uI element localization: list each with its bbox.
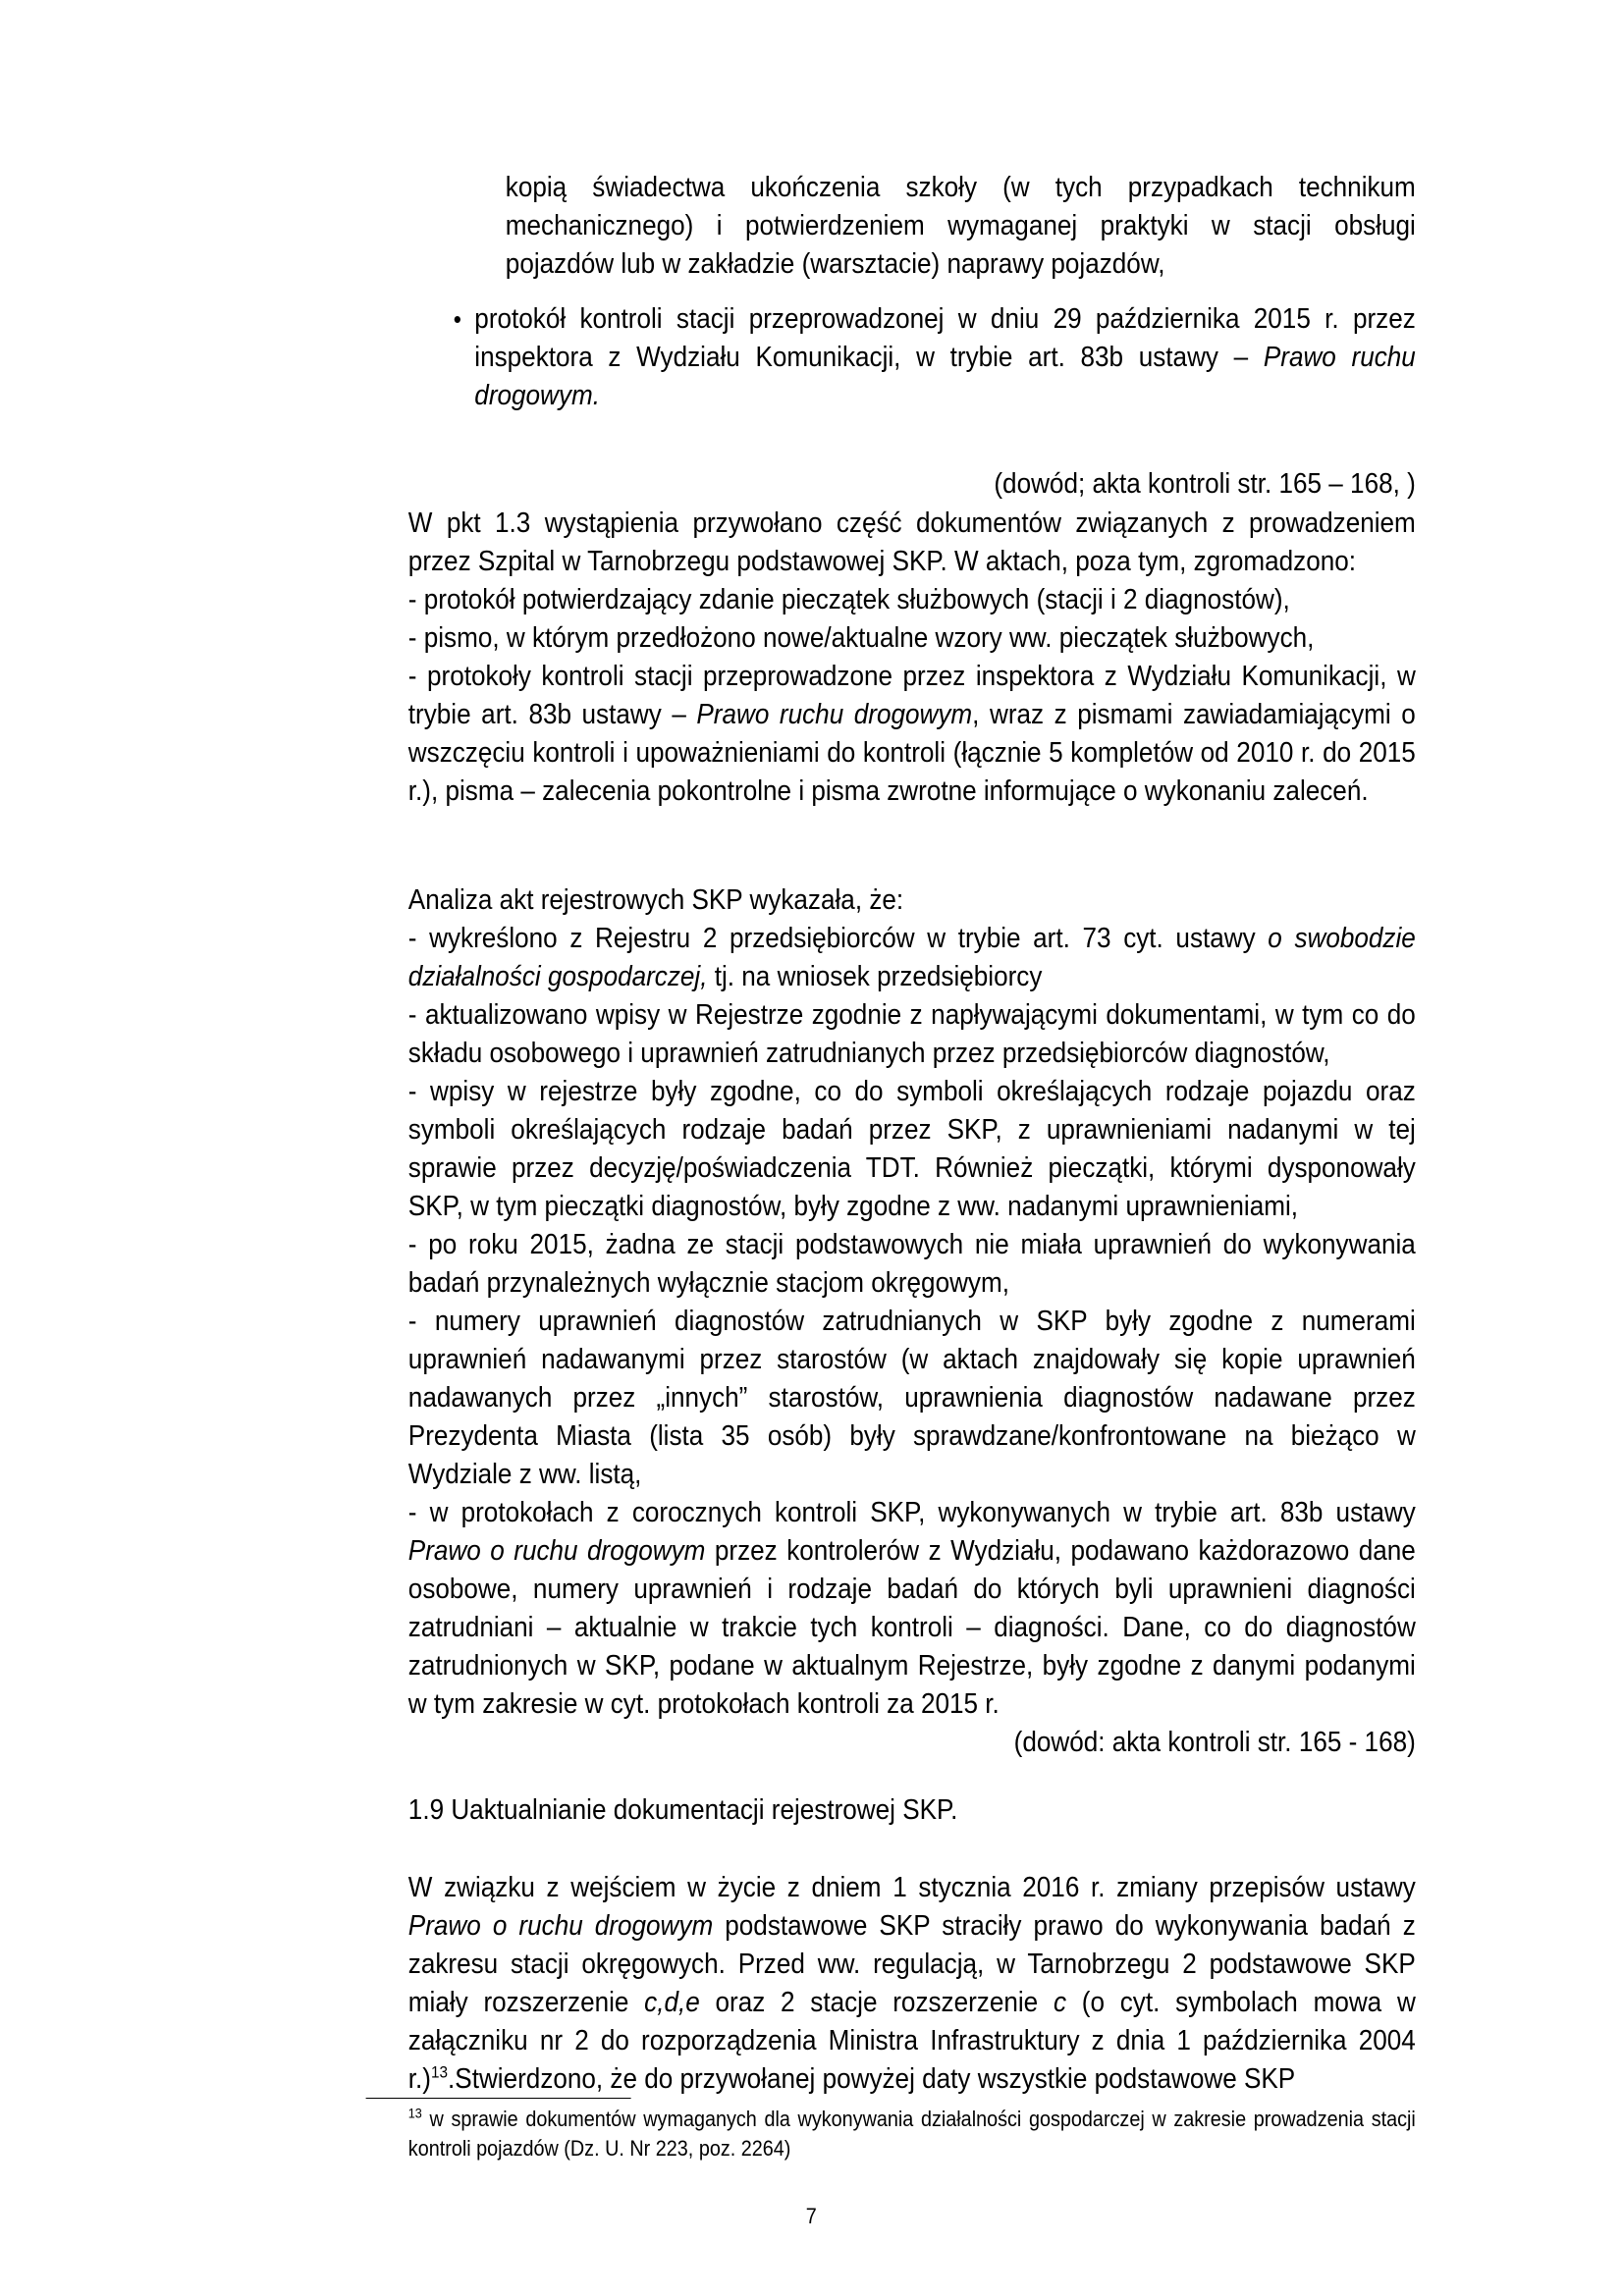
section-1-9-body	[408, 1869, 1416, 2099]
evidence-note-2: (dowód: akta kontroli str. 165 - 168)	[1013, 1727, 1416, 1758]
analysis-item-3: - wpisy w rejestrze były zgodne, co do symboli określających rodzaje pojazdu oraz symboli określających rodzaje badań przez SKP, z uprawnieniami nadanymi w tej sprawie przez decyzję/poświadczenia TDT. Również pieczątki, którymi dysponowały SKP, w tym pieczątki diagnostów, były zgodne z ww. nadanymi uprawnieniami,	[407, 1076, 1416, 1222]
bullet-icon: •	[453, 304, 461, 334]
pkt13-line2: - pismo, w którym przedłożono nowe/aktualne wzory ww. pieczątek służbowych,	[407, 622, 1315, 654]
section-pkt13	[408, 505, 1416, 811]
continuation-text: kopią świadectwa ukończenia szkoły (w tych przypadkach technikum mechanicznego) i potwierdzeniem wymaganej praktyki w stacji obsługi pojazdów lub w zakładzie (warsztacie) naprawy pojazdów,	[505, 172, 1416, 280]
footnote	[408, 2105, 1416, 2163]
pkt13-line3: - protokoły kontroli stacji przeprowadzone przez inspektora z Wydziału Komunikacji, w trybie art. 83b ustawy – Prawo ruchu drogowym, wraz z pismami zawiadamiającymi o wszczęciu kontroli i upoważnieniami do kontroli (łącznie 5 kompletów od 2010 r. do 2015 r.), pisma – zalecenia pokontrolne i pisma zwrotne informujące o wykonaniu zaleceń.	[407, 661, 1416, 807]
footnote-marker: 13	[407, 2105, 422, 2121]
bullet-item-text: protokół kontroli stacji przeprowadzonej w dniu 29 października 2015 r. przez inspektora z Wydziału Komunikacji, w trybie art. 83b ustawy – Prawo ruchu drogowym.	[474, 303, 1416, 411]
analysis-section	[408, 881, 1416, 1762]
analysis-item-1: - wykreślono z Rejestru 2 przedsiębiorców w trybie art. 73 cyt. ustawy o swobodzie działalności gospodarczej, tj. na wniosek przedsiębiorcy	[407, 923, 1416, 992]
evidence-note-1: (dowód; akta kontroli str. 165 – 168, )	[994, 468, 1416, 500]
footnote-divider	[366, 2098, 631, 2099]
bullet-continuation	[506, 169, 1416, 284]
analysis-item-5: - numery uprawnień diagnostów zatrudnianych w SKP były zgodne z numerami uprawnień nadawanymi przez starostów (w aktach znajdowały się kopie uprawnień nadawanych przez „innych” starostów, uprawnienia diagnostów nadawane przez Prezydenta Miasta (lista 35 osób) były sprawdzane/konfrontowane na bieżąco w Wydziale z ww. listą,	[407, 1306, 1416, 1490]
pkt13-line1: - protokół potwierdzający zdanie pieczątek służbowych (stacji i 2 diagnostów),	[407, 584, 1290, 615]
analysis-heading: Analiza akt rejestrowych SKP wykazała, że:	[407, 884, 904, 916]
footnote-reference: 13	[431, 2062, 449, 2082]
section-1-9	[408, 1791, 1416, 1830]
page-number: 7	[805, 2204, 817, 2228]
pkt13-intro: W pkt 1.3 wystąpienia przywołano część dokumentów związanych z prowadzeniem przez Szpital w Tarnobrzegu podstawowej SKP. W aktach, poza tym, zgromadzono:	[407, 507, 1416, 577]
section-1-9-heading: 1.9 Uaktualnianie dokumentacji rejestrowej SKP.	[407, 1794, 958, 1826]
bullet-item	[474, 300, 1415, 415]
analysis-item-2: - aktualizowano wpisy w Rejestrze zgodnie z napływającymi dokumentami, w tym co do składu osobowego i uprawnień zatrudnianych przez przedsiębiorców diagnostów,	[407, 999, 1416, 1069]
footnote-text: w sprawie dokumentów wymaganych dla wykonywania działalności gospodarczej w zakresie prowadzenia stacji kontroli pojazdów (Dz. U. Nr 223, poz. 2264)	[407, 2107, 1416, 2161]
analysis-item-6: - w protokołach z corocznych kontroli SKP, wykonywanych w trybie art. 83b ustawy Prawo o ruchu drogowym przez kontrolerów z Wydziału, podawano każdorazowo dane osobowe, numery uprawnień i rodzaje badań do których byli uprawnieni diagności zatrudniani – aktualnie w trakcie tych kontroli – diagności. Dane, co do diagnostów zatrudnionych w SKP, podane w aktualnym Rejestrze, były zgodne z danymi podanymi w tym zakresie w cyt. protokołach kontroli za 2015 r.	[407, 1497, 1416, 1720]
section-1-9-paragraph: W związku z wejściem w życie z dniem 1 stycznia 2016 r. zmiany przepisów ustawy Prawo o ruchu drogowym podstawowe SKP straciły prawo do wykonywania badań z zakresu stacji okręgowych. Przed ww. regulacją, w Tarnobrzegu 2 podstawowe SKP miały rozszerzenie c,d,e oraz 2 stacje rozszerzenie c (o cyt. symbolach mowa w załączniku nr 2 do rozporządzenia Ministra Infrastruktury z dnia 1 października 2004 r.)$^{13}$.Stwierdzono, że do przywołanej powyżej daty wszystkie podstawowe SKP	[407, 1872, 1416, 2095]
analysis-item-4: - po roku 2015, żadna ze stacji podstawowych nie miała uprawnień do wykonywania badań przynależnych wyłącznie stacjom okręgowym,	[407, 1229, 1416, 1299]
